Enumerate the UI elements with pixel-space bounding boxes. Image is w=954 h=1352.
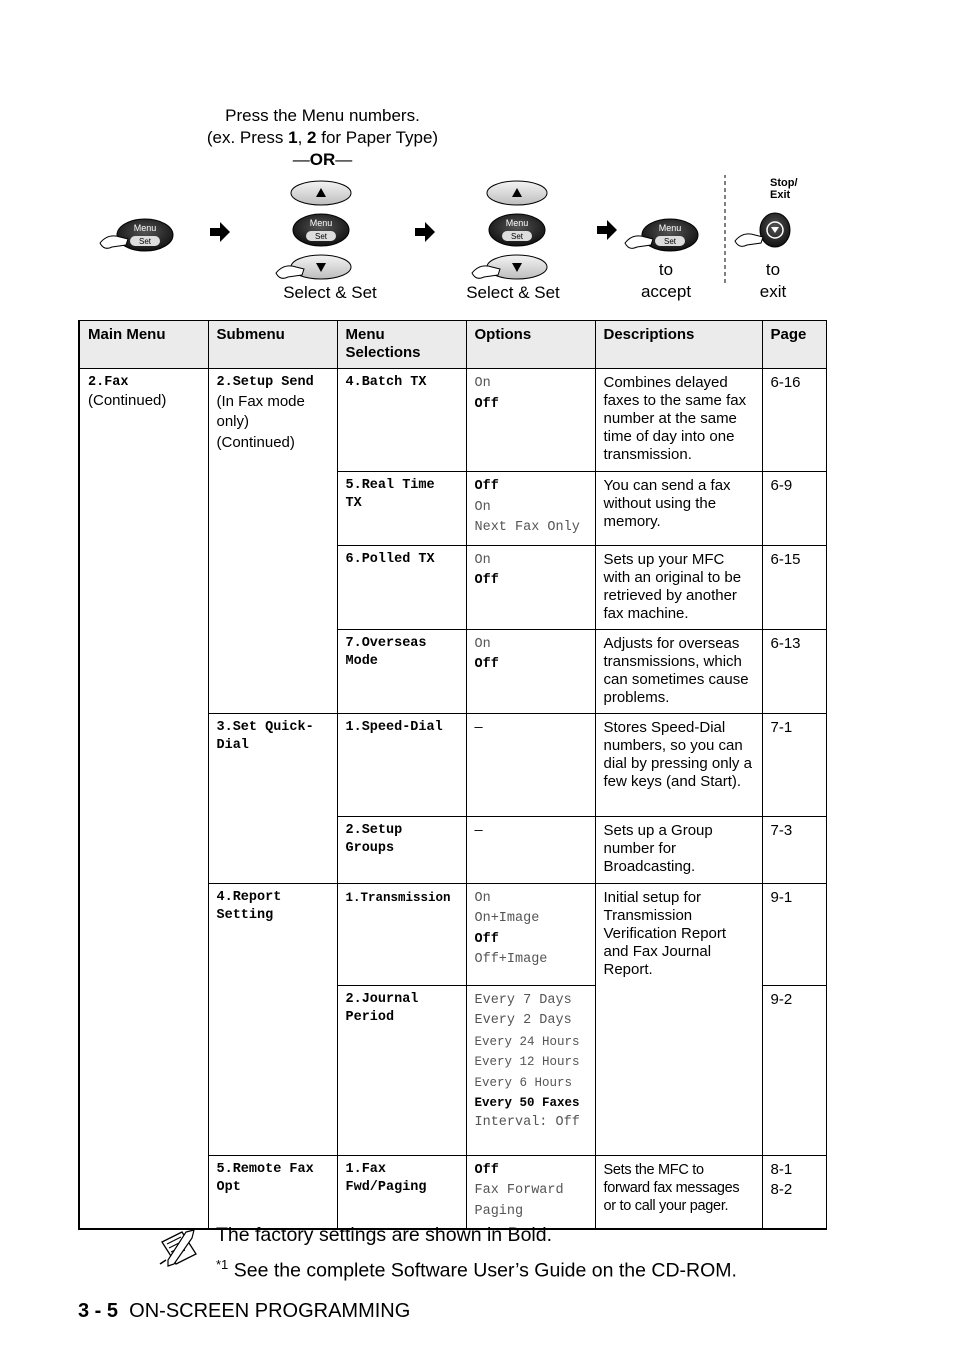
main-menu-code: 2.Fax [88,375,129,390]
arrow-right-icon [210,222,230,242]
note-software-guide: $^{*1}$ See the complete Software User’s Guide on the CD-ROM. [216,1257,737,1282]
section-title: ON-SCREEN PROGRAMMING [129,1300,411,1322]
menu-set-key-icon [625,219,698,251]
page-cell: 6-13 [762,629,826,713]
description-cell: Sets up your MFC with an original to be retrieved by another fax machine. [595,545,762,629]
svg-text:Set: Set [138,237,152,246]
header-submenu: Submenu [208,321,337,369]
selection-cell: 6.Polled TX [337,545,466,629]
page-cell: 7-3 [762,816,826,883]
page-footer [78,1300,410,1323]
selection-cell: 2.Journal Period [337,985,466,1155]
options-cell: — [466,713,595,816]
selection-cell: 1.Speed-Dial [337,713,466,816]
options-cell: On Off [466,545,595,629]
main-menu-cell [79,369,208,1230]
page-cell: 6-16 [762,369,826,472]
options-cell: Every 7 Days Every 2 Days Every 24 Hours Every 12 Hours Every 6 Hours Every 50 Faxes Interval: Off [466,985,595,1155]
selection-cell: 7.Overseas Mode [337,629,466,713]
menu-table [78,320,827,1230]
description-cell: Sets up a Group number for Broadcasting. [595,816,762,883]
submenu-code: 5.Remote Fax Opt [216,1161,314,1195]
page-cell: 7-1 [762,713,826,816]
select-set-label-2: Select & Set [466,283,560,302]
svg-text:Stop/: Stop/ [770,177,798,189]
selection-cell: 2.Setup Groups [337,816,466,883]
note-factory-settings: The factory settings are shown in Bold. [216,1224,553,1246]
submenu-note: (Continued) [216,434,295,451]
arrow-right-icon [415,222,435,242]
page-cell: 6-9 [762,472,826,546]
submenu-note: only) [216,413,250,430]
table-row [79,369,826,472]
selection-cell: 1.Fax Fwd/Paging [337,1155,466,1229]
selection-cell: 1.Transmission [337,883,466,985]
header-page: Page [762,321,826,369]
svg-text:Menu: Menu [505,218,529,228]
svg-text:Set: Set [510,232,524,241]
page-cell: 9-1 [762,883,826,985]
svg-text:Set: Set [663,237,677,246]
menu-set-key-icon [100,219,173,251]
svg-text:Exit: Exit [770,189,791,201]
description-cell: Sets the MFC to forward fax messages or to call your pager. [595,1155,762,1229]
submenu-cell [208,369,337,714]
or-separator: —OR— [292,150,353,169]
submenu-note: (In Fax mode [216,393,305,410]
description-cell: You can send a fax without using the memory. [595,472,762,546]
submenu-cell [208,1155,337,1229]
page-number: 3 - 5 [78,1300,119,1322]
svg-text:Menu: Menu [133,223,157,233]
description-cell: Stores Speed-Dial numbers, so you can dial by pressing only a few keys (and Start). [595,713,762,816]
menu-up-down-key-icon [276,181,351,279]
description-cell: Combines delayed faxes to the same fax number at the same time of day into one transmission. [595,369,762,472]
submenu-cell [208,713,337,883]
instruction-line-1: Press the Menu numbers. [225,106,420,125]
svg-text:Set: Set [314,232,328,241]
options-cell: — [466,816,595,883]
to-accept-label: to accept [640,260,692,301]
options-cell: Off On Next Fax Only [466,472,595,546]
table-header-row [79,321,826,369]
options-cell: Off Fax Forward Paging [466,1155,595,1229]
submenu-code: 3.Set Quick-Dial [216,719,314,753]
description-cell: Adjusts for overseas transmissions, which can sometimes cause problems. [595,629,762,713]
page-cell: 8-1 8-2 [762,1155,826,1229]
stop-exit-key-icon [735,177,798,247]
header-main-menu: Main Menu [79,321,208,369]
page-cell: 9-2 [762,985,826,1155]
submenu-code: 4.Report Setting [216,889,282,923]
arrow-right-icon [597,220,617,240]
to-exit-label: to exit [759,260,787,301]
page-cell: 6-15 [762,545,826,629]
svg-text:Menu: Menu [658,223,682,233]
selection-cell: 5.Real Time TX [337,472,466,546]
submenu-code: 2.Setup Send [216,375,314,390]
options-cell: On Off [466,369,595,472]
header-descriptions: Descriptions [595,321,762,369]
note-pencil-icon [158,1228,202,1268]
header-options: Options [466,321,595,369]
header-menu-selections: Menu Selections [337,321,466,369]
options-cell: On On+Image Off Off+Image [466,883,595,985]
instruction-text [180,105,465,171]
description-cell: Initial setup for Transmission Verification Report and Fax Journal Report. [595,883,762,1155]
main-menu-note: (Continued) [88,392,167,409]
instruction-line-2: (ex. Press 1, 2 for Paper Type) [206,128,439,147]
options-cell: On Off [466,629,595,713]
svg-text:Menu: Menu [309,218,333,228]
submenu-cell [208,883,337,1155]
selection-cell: 4.Batch TX [337,369,466,472]
notes-block [216,1221,936,1286]
menu-up-down-key-icon [472,181,547,279]
select-set-label-1: Select & Set [283,283,377,302]
key-sequence-diagram [90,175,830,285]
